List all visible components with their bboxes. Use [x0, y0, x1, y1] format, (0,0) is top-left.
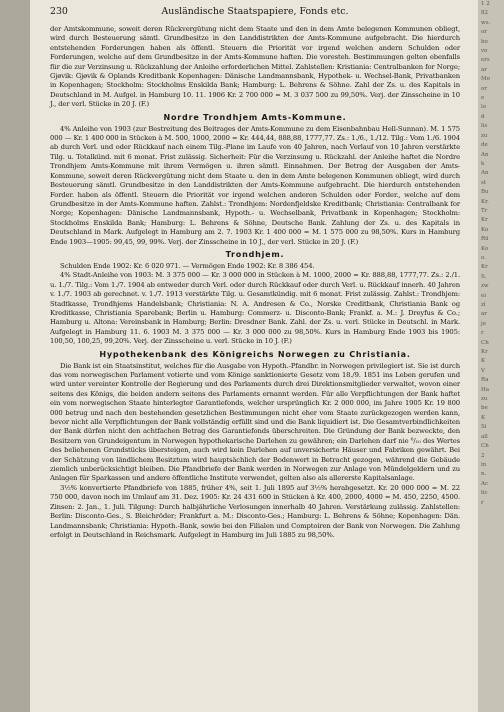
margin-fragment: An — [481, 170, 489, 177]
margin-fragment: lis — [481, 123, 488, 130]
margin-fragment: n. — [481, 471, 487, 478]
margin-fragment: in — [481, 461, 487, 468]
margin-fragment: 2 — [481, 452, 485, 459]
margin-fragment: ws. — [481, 19, 491, 26]
margin-fragment: o. — [481, 254, 486, 261]
margin-fragment: Ko — [481, 226, 489, 233]
section-heading: Trondhjem. — [225, 249, 285, 259]
section-heading: Nordre Trondhjem Amts-Kommune. — [163, 112, 347, 122]
margin-fragment: Si — [481, 424, 487, 431]
margin-fragment: je — [481, 320, 486, 327]
margin-fragment: ers — [481, 57, 490, 64]
section-hypothekenbank — [50, 350, 460, 541]
margin-fragment: bo — [481, 38, 488, 45]
section-trondhjem — [50, 250, 460, 347]
margin-fragment: ar — [481, 66, 487, 73]
paragraph: 3½% konvertierte Pfandbriefe von 1885, früher 4%, seit 1. Juli 1895 auf 3½% herabgesetzt. Kr. 20 000 000 = M. 22 750 000, davon noch im Umlauf am 31. Dez. 1905: Kr. 24 431 600 in Stücken à Kr. 400, 2000, 4000 = M. 450, 2250, 4500. Zinsen: 2. Jan., 1. Juli. Tilgung: Durch halbjährliche Verlosungen innerhalb 40 Jahren. Verstärkung zulässig. Zahlstellen: Berlin: Disconto-Ges., S. Bleichröder; Frankfurt a. M.: Disconto-Ges.; Hamburg: L. Behrens & Söhne; Kopenhagen: Dän. Landmannsbank; Christiania: Hypoth.-Bank, sowie bei den Filialen und Comptoiren der Bank von Norwegen. Die Zahlung erfolgt in Deutschland in Reichsmark. Aufgelegt in Hamburg im Juli 1885 zu 98,50%. — [50, 483, 460, 539]
page-content — [50, 6, 460, 540]
margin-fragment: Tr — [481, 207, 488, 214]
facing-page-edge — [478, 0, 504, 712]
paragraph: Schulden Ende 1902: Kr. 6 020 971. — Vermögen Ende 1902: Kr. 8 386 454. — [60, 261, 315, 270]
margin-fragment: vo — [481, 48, 488, 55]
margin-fragment: Kr. — [481, 198, 489, 205]
margin-fragment: zu — [481, 396, 488, 403]
margin-fragment: K — [481, 414, 486, 421]
page-number: 230 — [50, 6, 68, 17]
paragraph: Die Bank ist ein Staatsinstitut, welches für die Ausgabe von Hypoth.-Pfandbr. in Norwegen privilegiert ist. Sie ist durch das vom norwegischen Parlament votierte und vom Könige sanktionierte Gesetz vom 18./9. 1851 ins Leben gerufen und wird unter vereinter Kontrolle der Regierung und des Parlaments durch drei Direktionsmitglieder verwaltet, wovon einer seitens des Königs, die beiden andern seitens des Parlaments ernannt werden. Für alle Verpflichtungen der Bank haftet ein vom norwegischen Staate hinterlegter Garantiefonds, welcher ursprünglich Kr. 2 000 000, im Jahre 1905 Kr. 19 800 000 betrug und nach den bestehenden gesetzlichen Bestimmungen nicht eher vom Staate zurückgezogen werden kann, bevor nicht alle Verpflichtungen der Bank vollständig erfüllt sind und die Bank liquidiert ist. Die Gesamtverbindlichkeiten der Bank dürfen nicht den achtfachen Betrag des Garantiefonds überschreiten. Die Gründung der Bank bezweckte, den Besitzern von Grundeigentum in Norwegen hypothekarische Darlehen zu gewähren; ein Darlehen darf nie ⁶/₁₀ des Wertes des beliehenen Grundstücks übersteigen, auch wird kein Darlehen auf unversicherte Häuser und Fabriken gewährt. Bei der Schätzung von ländlichem Besitztum wird hauptsächlich der Bodenwert in Betracht gezogen, während die Gebäude ziemlich unberücksichtigt bleiben. Die Pfandbriefe der Bank werden in Norwegen zur Anlage von Mündelgeldern und zu Anlagen für Sparkassen und andere öffentliche Institute verwendet, gelten also als allererste Kapitalsanlage. — [50, 361, 460, 483]
margin-fragment: Ha — [481, 386, 490, 393]
margin-fragment: Ra — [481, 377, 489, 384]
paragraph: der Amtskommune, soweit deren Rückvergütung nicht dem Staate und den in dem Amte belegenen Kommunen obliegt, wird durch Besteuerung sämtl. Grundbesitze in den Landdistrikten der Amts-Kommune aufgebracht. Die hierdurch entstehenden Forderungen haben als öffentl. Steuern die Priorität vor irgend welchen andern Schulden oder Forderungen, welche auf dem Grundbesitze in der Amts-Kommune haften. Die voresteh. Bestimmungen gelten ebenfalls für die zur Verzinsung u. Rückzahlung der Anleihe erforderlichen Mittel. Zahlstellen: Kristiania: Centralbanken for Norge; Gjøvik: Gjøvik & Oplands Kreditbank Kopenhagen: Dänische Landmannsbank, Hypothek- u. Wechsel-Bank, Privatbanken in Kopenhagen; Stockholm: Stockholms Enskilda Bank; Hamburg: L. Behrens & Söhne. Zahl der Zs. u. des Kapitals in Deutschland in M. Aufgel. in Hamburg 10. 11. 1906 Kr. 2 700 000 = M. 3 037 500 zu 99,50%. Verj. der Zinsscheine in 10 J., der verl. Stücke in 20 J. (F.) — [50, 25, 460, 109]
margin-fragment: be — [481, 405, 488, 412]
margin-fragment: Kr — [481, 264, 488, 271]
margin-fragment: r — [481, 330, 484, 337]
margin-fragment: Ch — [481, 339, 489, 346]
margin-fragment: e — [481, 95, 485, 102]
margin-fragment: zu — [481, 132, 488, 139]
margin-fragment: V — [481, 367, 485, 374]
margin-fragment: 82 — [481, 10, 488, 17]
margin-fragment: de — [481, 142, 488, 149]
margin-fragment: or — [481, 29, 487, 36]
margin-fragment: Rü — [481, 236, 489, 243]
running-title: Ausländische Staatspapiere, Fonds etc. — [161, 6, 349, 17]
margin-fragment: An — [481, 151, 489, 158]
margin-fragment: ar — [481, 311, 487, 318]
margin-fragment: Bu — [481, 189, 489, 196]
margin-fragment: or — [481, 85, 487, 92]
margin-fragment: r — [481, 499, 484, 506]
margin-fragment: Kr — [481, 217, 488, 224]
section-nordre-trondhjem — [50, 113, 460, 247]
margin-fragment: lo — [481, 104, 487, 111]
paragraph: 4% Stadt-Anleihe von 1903: M. 3 375 000 — Kr. 3 000 000 in Stücken à M. 1000, 2000 = Kr. 888,88, 1777,77. Zs.: 2./1. u. 1./7. Tilg.: Vom 1./7. 1904 ab entweder durch Verl. oder durch Rückkauf oder durch Verl. u. Rückkauf innerh. 40 Jahren v. 1./7. 1903 ab gerechnet. v. 1./7. 1913 verstärkte Tilg. u. Gesamtkündig. mit 6 monat. Frist zulässig. Zahlst.: Trondhjem: Stadtkasse, Trondhjems Handelsbank; Christiania: N. A. Andresen & Co., Norske Creditbank, Christiania Bank og Kreditkasse, Christiania Sparebank; Berlin u. Hamburg: Commerz- u. Disconto-Bank; Frankf. a. M.: J. Dreyfus & Co.; Hamburg u. Altona: Vereinsbank in Hamburg; Berlin: Dresdner Bank. Zahl. der Zs. u. verl. Stücke in Deutschl. in Mark. Aufgelegt in Hamburg 11. 6. 1903 M. 3 375 000 — Kr. 3 000 000 zu 98,50%. Kurs in Hamburg Ende 1903 bis 1905: 100,50, 100,25, 99,20%. Verj. der Zinsscheine u. verl. Stücke in 10 J. (F.) — [50, 271, 460, 346]
margin-fragment: Kr — [481, 349, 488, 356]
margin-fragment: st — [481, 179, 487, 186]
paragraph: 4% Anleihe von 1903 (zur Bestreitung des Beitrages der Amts-Kommune zu dem Eisenbahnbau Hell-Sunnan). M. 1 575 000 — Kr. 1 400 000 in Stücken à M. 500, 1000, 2000 = Kr. 444,44, 888,88, 1777,77. Zs.: 1./6., 1./12. Tilg.: Vom 1./6. 1904 ab durch Verl. und oder Rückkauf nach einem Tilg.-Plane im Laufe von 40 Jahren, nach Verlauf von 10 Jahren verstärkte Tilg. u. Totalkünd. mit 6 monat. Frist zulässig. Sicherheit: Für die Verzinsung u. Rückzahl. der Anleihe haftet die Nordre Trondhjem Amts-Kommune mit ihrem Vermögen u. ihren sämtl. Einnahmen. Der Betrag der Ausgaben der Amts-Kommune, soweit deren Rückvergütung nicht dem Staate u. den in dem Amte belegenen Kommunen obliegt, wird durch Besteuerung sämtl. Grundbesitze in den Landdistrikten der Amts-Kommune aufgebracht. Die hierdurch entstehenden Forder. haben als öffentl. Steuern die Priorität vor irgend welchen anderen Schulden oder Forder., welche auf dem Grundbesitze in der Amts-Kommune haften. Zahlst.: Trondhjem: Nordenfjeldske Kreditbank; Christiania: Centralbank for Norge; Kopenhagen: Dänische Landmannsbank, Hypoth.- u. Wechselbank, Privatbank in Kopenhagen; Stockholm: Stockholms Enskilda Bank; Hamburg: L. Behrens & Söhne, Deutsche Bank. Zahlung der Zs. u. des Kapitals in Deutschland in Mark. Aufgelegt in Hamburg am 2. 7. 1903 Kr. 1 400 000 = M. 1 575 000 zu 98,50%. Kurs in Hamburg Ende 1903—1905: 99,45, 99, 99%. Verj. der Zinsscheine in 10 J., der verl. Stücke in 20 J. (F.) — [50, 124, 460, 246]
margin-fragment: Ch — [481, 443, 489, 450]
margin-fragment: Mo — [481, 76, 490, 83]
margin-fragment: zl — [481, 302, 486, 308]
margin-fragment: Ko — [481, 245, 489, 252]
margin-fragment: K — [481, 358, 486, 365]
margin-fragment: 1 2 — [481, 1, 490, 7]
section-continuation — [50, 25, 460, 110]
margin-fragment: d — [481, 113, 485, 120]
margin-fragment: k — [481, 160, 485, 167]
book-page — [30, 0, 478, 712]
margin-fragment: S. — [481, 273, 487, 280]
facing-page-fragments — [478, 0, 504, 508]
section-heading: Hypothekenbank des Königreichs Norwegen zu Christiania. — [99, 349, 411, 359]
margin-fragment: ei — [481, 292, 487, 299]
margin-fragment: all — [481, 433, 488, 440]
margin-fragment: lic — [481, 490, 488, 497]
margin-fragment: zw — [481, 283, 489, 290]
running-header — [50, 6, 460, 20]
margin-fragment: Ac — [481, 480, 489, 487]
